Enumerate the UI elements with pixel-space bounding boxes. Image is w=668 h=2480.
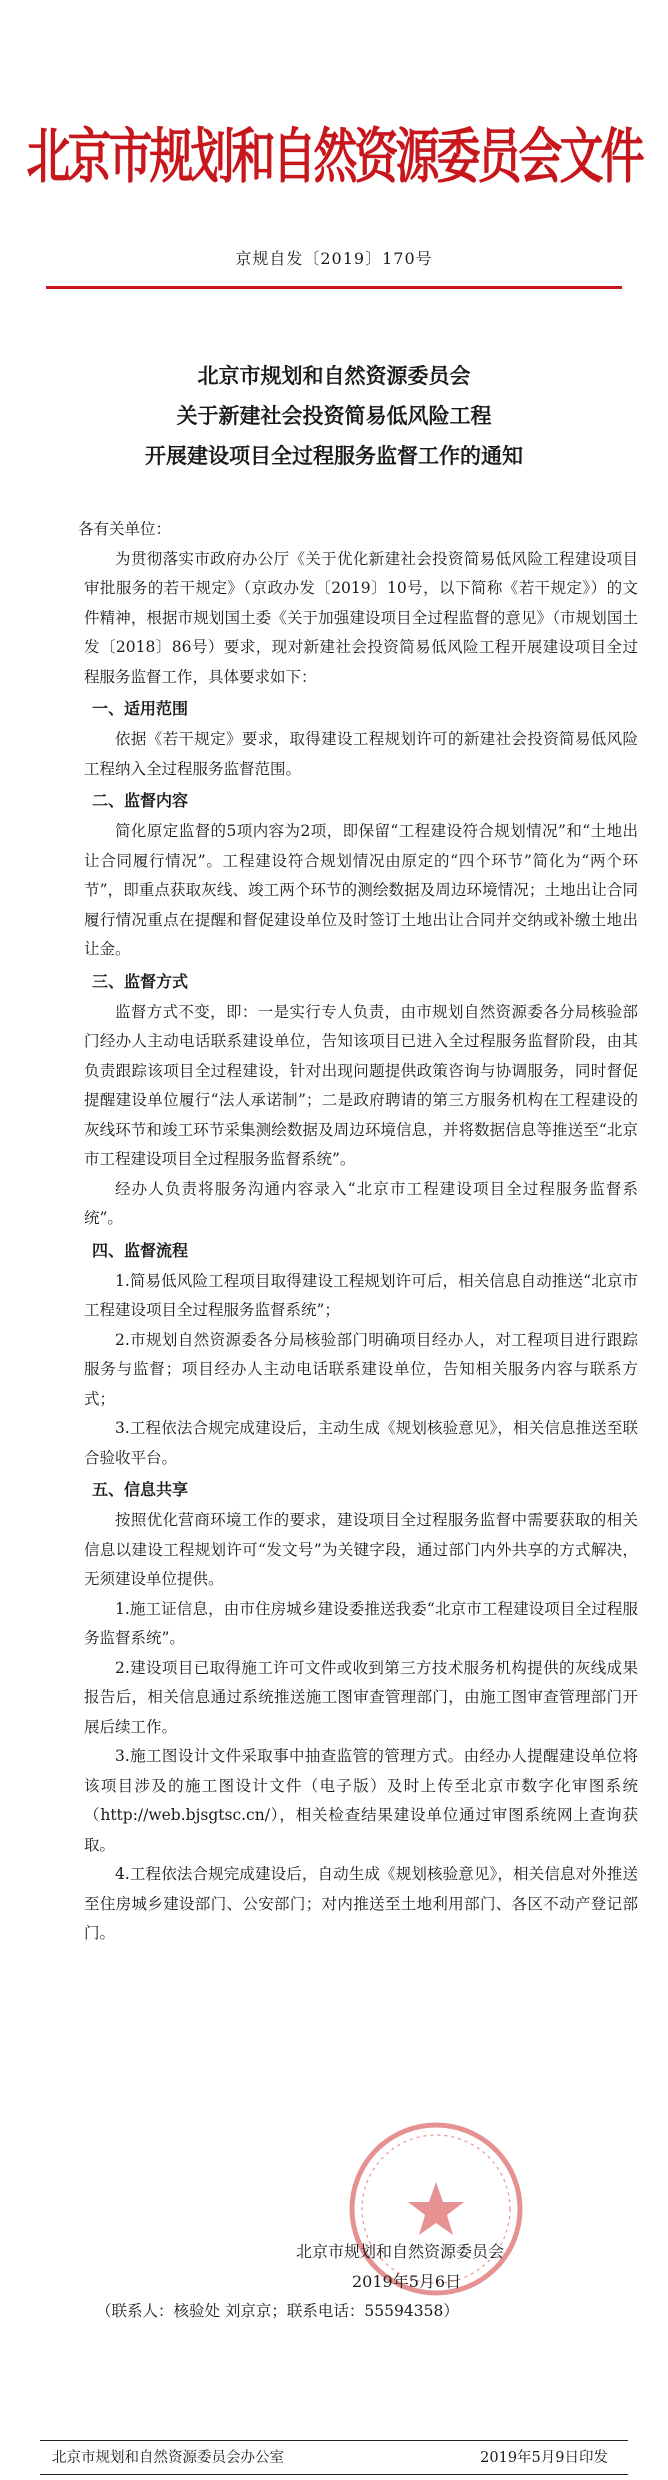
section-sharing-item-1: 1.施工证信息，由市住房城乡建设委推送我委“北京市工程建设项目全过程服务监督系统”。 (84, 1599, 638, 1647)
section-process-item-1: 1.简易低风险工程项目取得建设工程规划许可后，相关信息自动推送“北京市工程建设项目全过程服务监督系统”； (84, 1271, 638, 1319)
signing-date: 2019年5月6日 (352, 2272, 462, 2291)
section-process-item-3: 3.工程依法合规完成建设后，主动生成《规划核验意见》，相关信息推送至联合验收平台。 (84, 1419, 638, 1467)
notice-title-line-3: 开展建设项目全过程服务监督工作的通知 (145, 444, 523, 468)
section-sharing-item-4: 4.工程依法合规完成建设后，自动生成《规划核验意见》，相关信息对外推送至住房城乡建设部门、公安部门；对内推送至土地利用部门、各区不动产登记部门。 (84, 1865, 638, 1942)
section-heading-process: 四、监督流程 (92, 1240, 189, 1260)
salutation: 各有关单位： (78, 520, 172, 538)
document-header-title: 北京市规划和自然资源委员会文件 (26, 122, 642, 192)
section-process-item-2: 2.市规划自然资源委各分局核验部门明确项目经办人，对工程项目进行跟踪服务与监督；项目经办人主动电话联系建设单位，告知相关服务内容与联系方式； (84, 1330, 638, 1408)
section-heading-content: 二、监督内容 (92, 791, 189, 810)
section-sharing-item-2: 2.建设项目已取得施工许可文件或收到第三方技术服务机构提供的灰线成果报告后，相关信息通过系统推送施工图审查管理部门，由施工图审查管理部门开展后续工作。 (84, 1658, 638, 1736)
intro-paragraph: 为贯彻落实市政府办公厅《关于优化新建社会投资简易低风险工程建设项目审批服务的若干规定》（京政办发〔2019〕10号，以下简称《若干规定》）的文件精神，根据市规划国土委《关于加强建设项目全过程监督的意见》（市规划国土发〔2018〕86号）要求，现对新建社会投资简易低风险工程开展建设项目全过程服务监督工作，具体要求如下： (84, 549, 638, 686)
section-content-paragraph: 简化原定监督的5项内容为2项，即保留“工程建设符合规划情况”和“土地出让合同履行情况”。工程建设符合规划情况由原定的“四个环节”简化为“两个环节”，即重点获取灰线、竣工两个环节的测绘数据及周边环境情况；土地出让合同履行情况重点在提醒和督促建设单位及时签订土地出让合同并交纳或补缴土地出让金。 (84, 822, 638, 958)
signature-block (296, 2237, 626, 2297)
section-heading-sharing: 五、信息共享 (92, 1480, 189, 1499)
section-heading-scope: 一、适用范围 (92, 699, 189, 718)
section-sharing-item-3: 3.施工图设计文件采取事中抽查监管的管理方式。由经办人提醒建设单位将该项目涉及的施工图设计文件（电子版）及时上传至北京市数字化审图系统（http://web.bjsgtsc.cn/），相关检查结果建设单位通过审图系统网上查询获取。 (84, 1747, 638, 1854)
footer-top-rule (40, 2440, 628, 2441)
section-scope-paragraph: 依据《若干规定》要求，取得建设工程规划许可的新建社会投资简易低风险工程纳入全过程服务监督范围。 (84, 730, 638, 778)
footer-bottom-rule (40, 2474, 628, 2475)
notice-title-line-1: 北京市规划和自然资源委员会 (197, 364, 471, 388)
section-sharing-paragraph: 按照优化营商环境工作的要求，建设项目全过程服务监督中需要获取的相关信息以建设工程规划许可“发文号”为关键字段，通过部门内外共享的方式解决，无须建设单位提供。 (84, 1511, 638, 1588)
section-method-paragraph-2: 经办人负责将服务沟通内容录入“北京市工程建设项目全过程服务监督系统”。 (84, 1179, 638, 1227)
notice-body (78, 515, 638, 1949)
notice-title (0, 356, 668, 476)
footer-print-date: 2019年5月9日印发 (480, 2450, 608, 2466)
section-method-paragraph-1: 监督方式不变，即：一是实行专人负责，由市规划自然资源委各分局核验部门经办人主动电话联系建设单位，告知该项目已进入全过程服务监督阶段，由其负责跟踪该项目全过程建设，针对出现问题提供政策咨询与协调服务，同时督促提醒建设单位履行“法人承诺制”；二是政府聘请的第三方服务机构在工程建设的灰线环节和竣工环节采集测绘数据及周边环境信息，并将数据信息等推送至“北京市工程建设项目全过程服务监督系统”。 (84, 1002, 638, 1168)
section-heading-method: 三、监督方式 (92, 971, 189, 991)
contact-info: （联系人：核验处 刘京京；联系电话：55594358） (96, 2302, 459, 2320)
document-number: 京规自发〔2019〕170号 (235, 249, 433, 268)
notice-title-line-2: 关于新建社会投资简易低风险工程 (176, 404, 492, 428)
footer-issuer: 北京市规划和自然资源委员会办公室 (52, 2450, 284, 2466)
signing-organization: 北京市规划和自然资源委员会 (296, 2242, 505, 2261)
header-red-rule (46, 286, 622, 289)
